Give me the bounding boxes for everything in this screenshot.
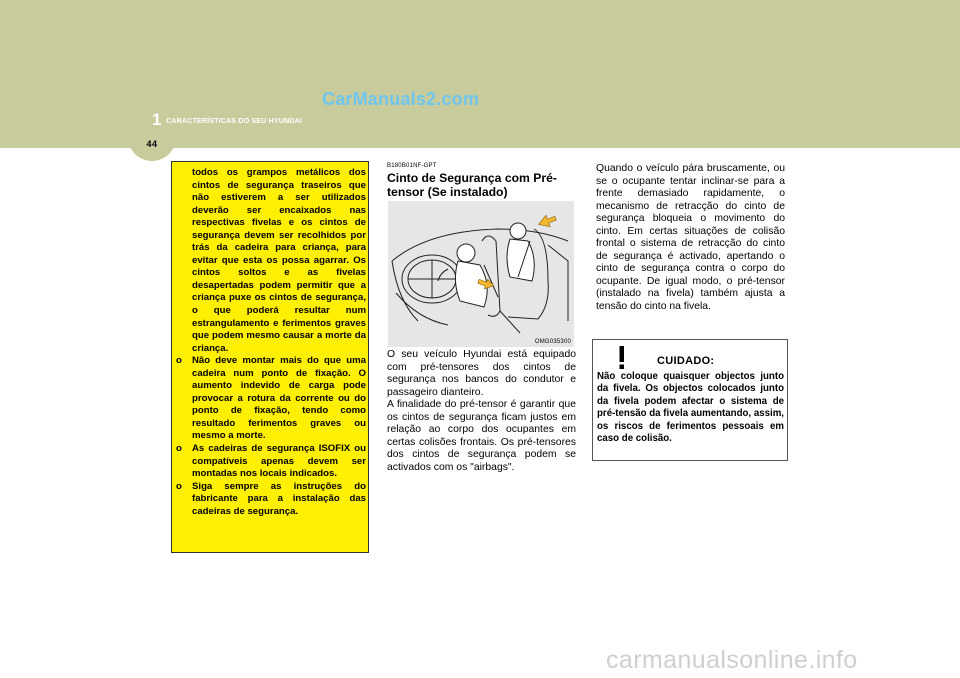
warning-item-text: todos os grampos metálicos dos cintos de segurança traseiros que não estiverem a ser utilizados deverão ser encaixados nas respectivas fivelas e os cintos de segurança devem ser recolhidos por trás da cadeira para criança, para evitar que esta os possa agarrar. Os cintos soltos e as fivelas desapertadas podem permitir que a criança puxe os cintos de segurança, o que poderá resultar num estrangulamento e ferimentos graves que podem mesmo causar a morte da criança. (192, 167, 366, 354)
caution-box (592, 339, 788, 461)
chapter-number: 1 (152, 110, 162, 129)
caution-title: CUIDADO: (657, 355, 715, 367)
bullet-marker: o (176, 480, 182, 492)
illustration-code: OMG035300 (534, 339, 571, 345)
chapter-title: CARACTERÍSTICAS DO SEU HYUNDAI (166, 116, 302, 125)
warning-item-text: Não deve montar mais do que uma cadeira num ponto de fixação. O aumento indevido de carga pode provocar a rotura da corrente ou do ponto de fixação, tendo como resultado ferimentos graves ou mesmo a morte. (192, 355, 366, 442)
section-body (387, 349, 576, 474)
header-band (0, 0, 960, 148)
page-number: 44 (146, 139, 158, 149)
body-paragraph: O seu veículo Hyundai está equipado com pré-tensores dos cintos de segurança nos bancos do condutor e passageiro dianteiro. (387, 349, 576, 398)
warning-item (176, 355, 366, 443)
car-interior-drawing (388, 201, 574, 347)
section-title: Cinto de Segurança com Pré-tensor (Se instalado) (387, 171, 557, 199)
warning-item (176, 443, 366, 481)
warning-box (171, 161, 369, 553)
warning-item (176, 481, 366, 519)
pretensioner-illustration (388, 201, 574, 347)
footer-site-link[interactable]: carmanualsonline.info (606, 646, 858, 674)
warning-list (176, 167, 366, 518)
section-code: B180B01NF-GPT (387, 163, 437, 169)
warning-item-text: Siga sempre as instruções do fabricante para a instalação das cadeiras de segurança. (192, 480, 366, 517)
body-paragraph: A finalidade do pré-tensor é garantir que os cintos de segurança ficam justos em relação ao corpo dos ocupantes em certas colisões frontais. Os pré-tensores dos cintos de segurança podem se activados com os "airbags". (387, 399, 576, 473)
warning-item (176, 167, 366, 355)
warning-triangle-icon (605, 343, 639, 371)
warning-item-text: As cadeiras de segurança ISOFIX ou compatíveis apenas devem ser montadas nos locais indicados. (192, 443, 366, 480)
right-column-text: Quando o veículo pára bruscamente, ou se o ocupante tentar inclinar-se para a frente demasiado rapidamente, o mecanismo de retracção do cinto de segurança bloqueia o movimento do cinto. Em certas situações de colisão frontal o sistema de retracção do cinto de segurança é activado, apertando o cinto de segurança contra o corpo do ocupante. De igual modo, o pré-tensor (instalado na fivela) também ajusta a tensão do cinto na fivela. (596, 163, 785, 312)
caution-text: Não coloque quaisquer objectos junto da fivela. Os objectos colocados junto da fivela podem afectar o sistema de pré-tensão da fivela aumentando, assim, os riscos de ferimentos pessoais em caso de colisão. (597, 371, 784, 445)
bullet-marker: o (176, 443, 182, 455)
bullet-marker: o (176, 355, 182, 367)
watermark-link[interactable]: CarManuals2.com (322, 89, 480, 109)
